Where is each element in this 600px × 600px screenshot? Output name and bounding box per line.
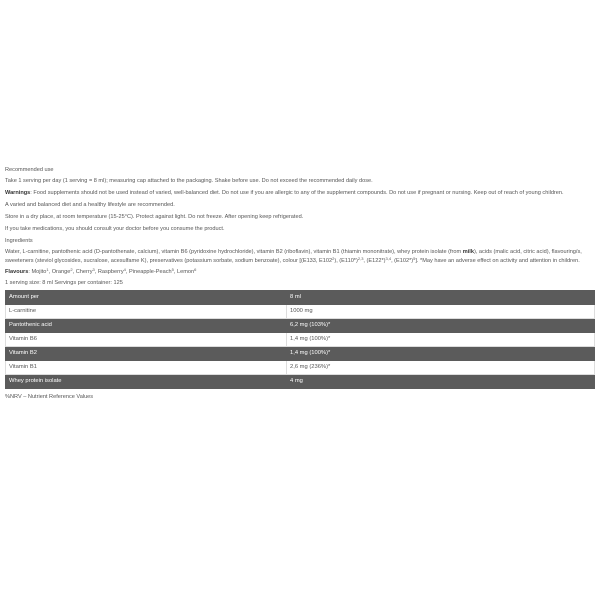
- serving-line: 1 serving size: 8 ml Servings per container: 125: [5, 280, 123, 286]
- storage-text: Store in a dry place, at room temperature (15-25°C). Protect against light. Do not freeze. After opening keep refrigerated.: [5, 214, 304, 220]
- table-row: [6, 291, 595, 305]
- ingredients-part: , (E102*): [391, 258, 414, 264]
- flavours-sep: :: [28, 269, 32, 275]
- nutrient-value: 1,4 mg (100%)*: [287, 347, 595, 361]
- nutrient-value: 1000 mg: [287, 305, 595, 319]
- ingredients-part: ), (E110*): [334, 258, 358, 264]
- nutrition-table: [5, 290, 595, 389]
- nutrient-name: Vitamin B1: [6, 361, 287, 375]
- flavour-sup: 2: [70, 267, 73, 272]
- flavour-item: Mojito: [31, 269, 47, 275]
- nutrient-name: Amount per: [6, 291, 287, 305]
- footnote-sup: 3,4: [385, 256, 392, 261]
- flavour-sup: 1: [46, 267, 49, 272]
- flavour-item: , Lemon: [173, 269, 195, 275]
- flavour-item: , Cherry: [72, 269, 93, 275]
- flavour-sup: 4: [123, 267, 126, 272]
- recommended-use-text: Take 1 serving per day (1 serving = 8 ml); measuring cap attached to the packaging. Shake before use. Do not exceed the recommended daily dose.: [5, 178, 373, 184]
- flavour-item: , Pineapple-Peach: [125, 269, 172, 275]
- nutrient-value: 2,6 mg (236%)*: [287, 361, 595, 375]
- nutrient-name: Pantothenic acid: [6, 319, 287, 333]
- nutrient-value: 6,2 mg (103%)*: [287, 319, 595, 333]
- table-row: [6, 333, 595, 347]
- footnote-sup: 2: [332, 256, 335, 261]
- ingredients-part: Water, L-carnitine, pantothenic acid (D-pantothenate, calcium), vitamin B6 (pyridoxine hydrochloride), vitamin B2 (riboflavin), vitamin B1 (thiamin mononitrate), whey protein isolate (from: [5, 249, 463, 255]
- recommended-use-heading: Recommended use: [5, 167, 54, 173]
- ingredients-part: ]. *May have an adverse effect on activity and attention in children.: [415, 258, 580, 264]
- warnings-paragraph: [5, 189, 595, 198]
- nutrient-value: 8 ml: [287, 291, 595, 305]
- allergen-milk: milk: [462, 249, 474, 255]
- ingredients-part: , (E122*): [363, 258, 386, 264]
- flavour-sup: 5: [171, 267, 174, 272]
- product-description: [5, 166, 595, 405]
- medication-text: If you take medications, you should consult your doctor before you consume the product.: [5, 226, 225, 232]
- table-row: [6, 361, 595, 375]
- table-row: [6, 319, 595, 333]
- flavour-sup: 3: [92, 267, 95, 272]
- warnings-text: : Food supplements should not be used instead of varied, well-balanced diet. Do not use if you are allergic to any of the supplement compounds. Do not use if pregnant or nursing. Keep out of reach of young children.: [30, 190, 564, 196]
- footnote-sup: 5: [413, 256, 416, 261]
- warnings-label: Warnings: [5, 190, 31, 196]
- flavours-label: Flavours: [5, 269, 29, 275]
- table-row: [6, 347, 595, 361]
- flavour-sup: 6: [194, 267, 197, 272]
- nutrient-name: L-carnitine: [6, 305, 287, 319]
- ingredients-part: ), acids (malic acid, citric acid), flavouring/s, sweeteners (steviol glycosides, sucralose, acesulfame K), preservatives (potassium sorbate, sodium benzoate), colour [(E133, E102: [5, 249, 582, 264]
- flavour-item: , Orange: [48, 269, 71, 275]
- nutrient-name: Vitamin B2: [6, 347, 287, 361]
- ingredients-text: [5, 248, 595, 266]
- diet-text: A varied and balanced diet and a healthy lifestyle are recommended.: [5, 202, 175, 208]
- ingredients-heading: Ingredients: [5, 238, 33, 244]
- nutrient-name: Vitamin B6: [6, 333, 287, 347]
- flavour-item: , Raspberry: [94, 269, 124, 275]
- nrv-footnote: %NRV – Nutrient Reference Values: [5, 394, 94, 400]
- nutrient-value: 1,4 mg (100%)*: [287, 333, 595, 347]
- nutrient-value: 4 mg: [287, 375, 595, 389]
- nutrient-name: Whey protein isolate: [6, 375, 287, 389]
- table-row: [6, 375, 595, 389]
- flavours-line: [5, 268, 595, 277]
- footnote-sup: 2,3: [357, 256, 364, 261]
- table-row: [6, 305, 595, 319]
